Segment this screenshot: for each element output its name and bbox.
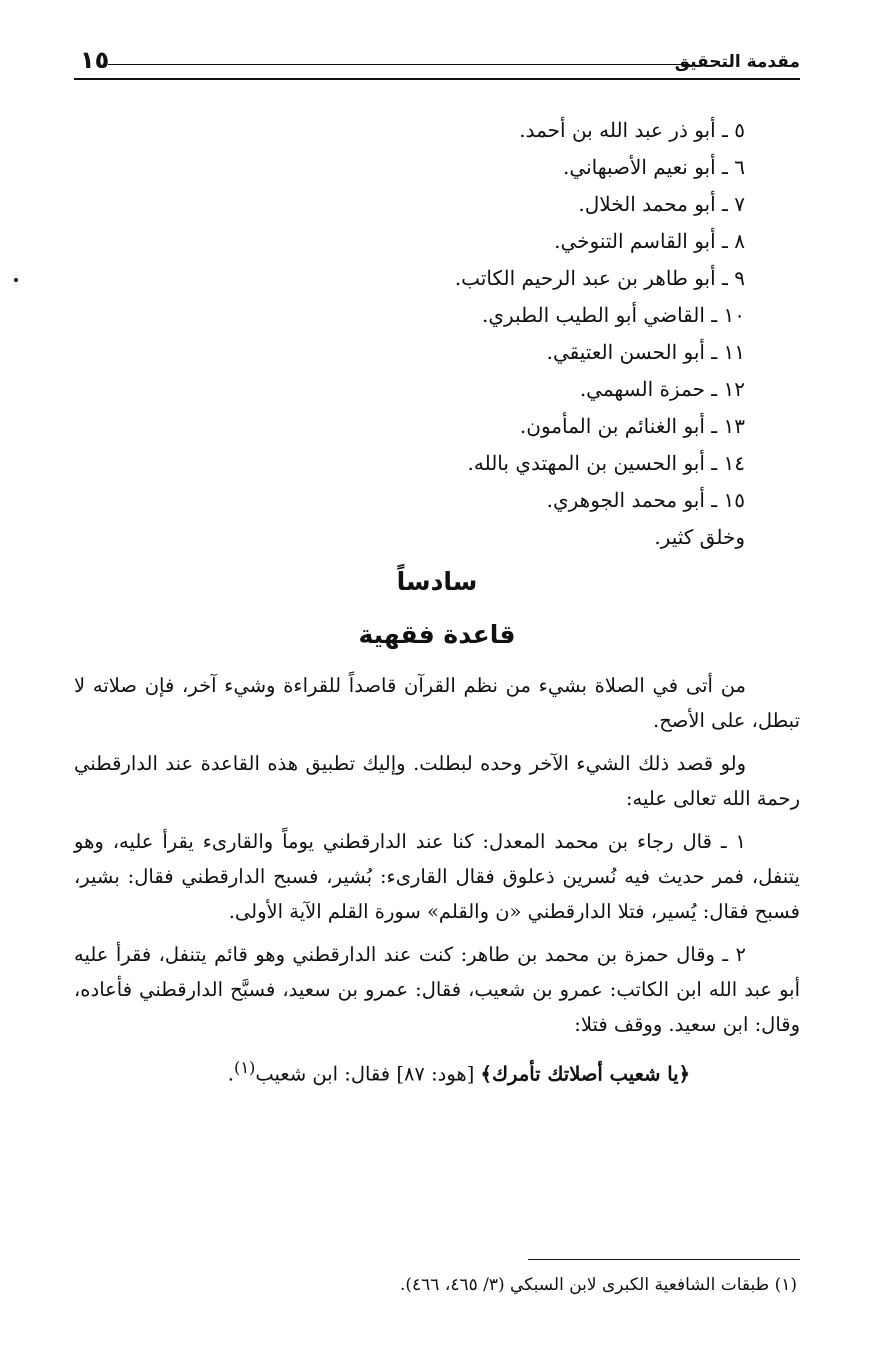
list-item: ٩ ـ أبو طاهر بن عبد الرحيم الكاتب.: [454, 266, 745, 290]
list-item: ١٤ ـ أبو الحسين بن المهتدي بالله.: [467, 451, 745, 475]
margin-dot: [14, 278, 18, 282]
list-item: ١٢ ـ حمزة السهمي.: [579, 377, 745, 401]
paragraph: ١ ـ قال رجاء بن محمد المعدل: كنا عند الدارقطني يوماً والقارىء يقرأ عليه، وهو يتنفل، فمر حديث فيه نُسرين ذعلوق فقال القارىء: بُشير، فسبح الدارقطني فقال: بشير، فسبح فقال: يُسير، فتلا الدارقطني «ن والقلم» سورة القلم الآية الأولى.: [74, 830, 800, 923]
section-heading: سادساً: [396, 567, 478, 596]
header-rule: [74, 78, 800, 80]
quran-verse: ﴿يا شعيب أصلاتك تأمرك﴾: [480, 1062, 690, 1086]
body-text: [74, 668, 800, 1100]
page-number: ١٥: [80, 46, 110, 74]
page-header: [74, 40, 800, 80]
footnote-rule: [528, 1259, 800, 1260]
footnote-marker: (١): [233, 1058, 256, 1077]
list-item: ٦ ـ أبو نعيم الأصبهاني.: [563, 155, 745, 179]
paragraph: من أتى في الصلاة بشيء من نظم القرآن قاصداً للقراءة وشيء آخر، فإن صلاته لا تبطل، على الأصح.: [74, 674, 800, 732]
list-item: ٥ ـ أبو ذر عبد الله بن أحمد.: [519, 118, 745, 142]
header-dash-line: [108, 64, 690, 65]
verse-reference: [هود: ٨٧]: [396, 1062, 475, 1086]
footnote: [147, 1275, 797, 1295]
running-title: مقدمة التحقيق: [674, 52, 800, 72]
list-end: وخلق كثير.: [654, 525, 745, 549]
paragraph: ٢ ـ وقال حمزة بن محمد بن طاهر: كنت عند الدارقطني وهو قائم يتنفل، فقرأ عليه أبو عبد الله ابن الكاتب: عمرو بن شعيب، فقال: عمرو بن سعيد، فسبَّح الدارقطني فأعاده، وقال: ابن سعيد. ووقف فتلا:: [74, 943, 800, 1036]
quote-continuation: فقال: ابن شعيب: [255, 1062, 391, 1086]
list-item: ٨ ـ أبو القاسم التنوخي.: [554, 229, 745, 253]
list-item: ٧ ـ أبو محمد الخلال.: [578, 192, 745, 216]
transmitters-list: [455, 112, 745, 556]
paragraph: ولو قصد ذلك الشيء الآخر وحده لبطلت. وإليك تطبيق هذه القاعدة عند الدارقطني رحمة الله تعالى عليه:: [74, 752, 800, 810]
list-item: ١١ ـ أبو الحسن العتيقي.: [546, 340, 745, 364]
quran-quote: ﴿يا شعيب أصلاتك تأمرك﴾ [هود: ٨٧] فقال: ابن شعيب$^{(١)}$.: [227, 1058, 690, 1086]
list-item: ١٥ ـ أبو محمد الجوهري.: [546, 488, 745, 512]
footnote-text: طبقات الشافعية الكبرى لابن السبكي (٣/ ٤٦٥، ٤٦٦).: [399, 1275, 770, 1295]
footnote-number: (١): [774, 1275, 797, 1295]
section-subheading: قاعدة فقهية: [358, 620, 516, 649]
list-item: ١٣ ـ أبو الغنائم بن المأمون.: [519, 414, 745, 438]
list-item: ١٠ ـ القاضي أبو الطيب الطبري.: [482, 303, 745, 327]
